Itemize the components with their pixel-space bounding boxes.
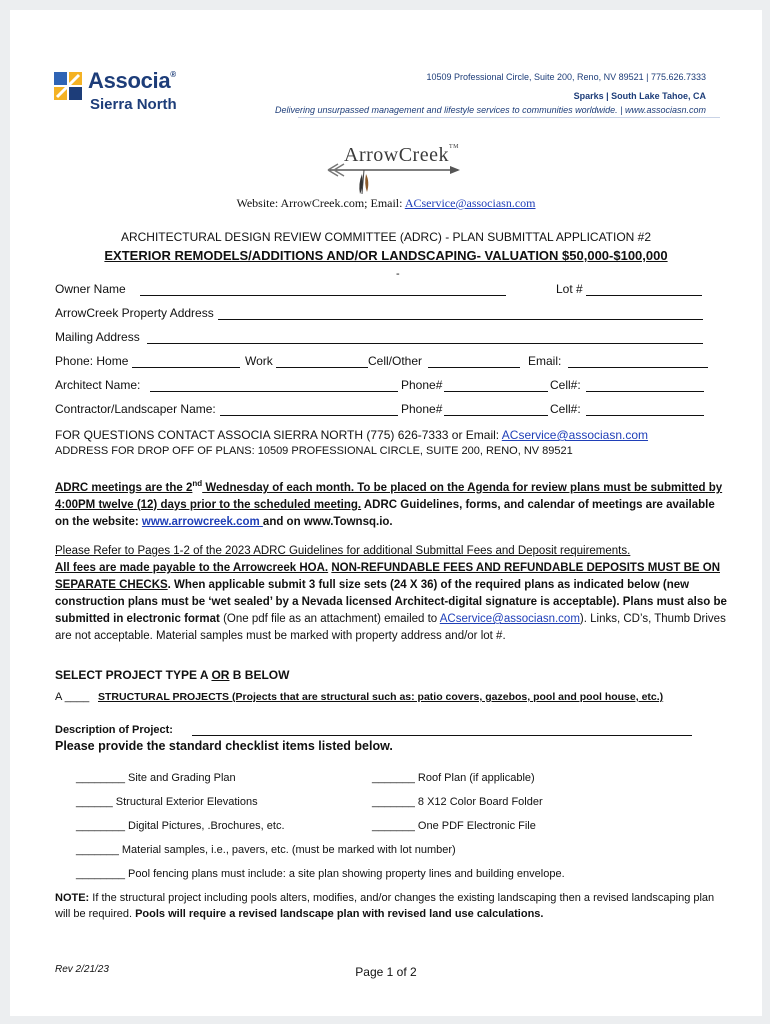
checklist-item[interactable]: ________ Site and Grading Plan [76,772,236,784]
email-field[interactable] [568,355,708,368]
form-title: ARCHITECTURAL DESIGN REVIEW COMMITTEE (ADRC) - PLAN SUBMITTAL APPLICATION #2 [120,230,652,244]
checklist-item[interactable]: ________ Digital Pictures, .Brochures, etc. [76,820,285,832]
contractor-name-label: Contractor/Landscaper Name: [55,402,216,416]
contractor-cell-label: Cell#: [550,402,581,416]
arrowcreek-logo: ArrowCreek™ [344,144,459,166]
fees-paragraph: Please Refer to Pages 1-2 of the 2023 ADRC Guidelines for additional Submittal Fees and Deposit requirements. All fees are made payable to the Arrowcreek HOA. NON-REFUNDABLE FEES AND REFUNDABLE DEPOSITS MUST BE ON SEPARATE CHECKS. When applicable submit 3 full size sets (24 X 36) of the required plans as indicated below (new construction plans must be ‘wet sealed’ by a Nevada licensed Architect-digital signature is acceptable). Plans must also be submitted in electronic format (One pdf file as an attachment) emailed to ACservice@associasn.com). Links, CD’s, Thumb Drives are not acceptable. Material samples must be marked with property address and/or lot #. [55,545,727,642]
property-address-field[interactable] [218,307,703,320]
contractor-cell-field[interactable] [586,403,704,416]
header-divider [298,117,720,118]
brand-region: Sierra North [90,96,177,113]
website-line: Website: ArrowCreek.com; Email: ACservice@associasn.com [236,196,536,210]
architect-cell-field[interactable] [586,379,704,392]
checklist-item[interactable]: ______ Structural Exterior Elevations [76,796,258,808]
phone-home-field[interactable] [132,355,240,368]
contractor-phone-field[interactable] [444,403,548,416]
checklist-item[interactable]: _______ Material samples, i.e., pavers, etc. (must be marked with lot number) [76,844,456,856]
contact-email-link[interactable]: ACservice@associasn.com [501,428,649,442]
meetings-paragraph: ADRC meetings are the 2nd Wednesday of each month. To be placed on the Agenda for review plans must be submitted by 4:00PM twelve (12) days prior to the scheduled meeting. ADRC Guidelines, forms, and calendar of meetings are available on the website: www.arrowcreek.com and on www.Townsq.io. [55,479,723,528]
structural-option-blank[interactable]: A ____ [55,691,90,703]
architect-name-label: Architect Name: [55,378,141,392]
form-subtitle: EXTERIOR REMODELS/ADDITIONS AND/OR LANDSCAPING- VALUATION $50,000-$100,000 [104,248,668,263]
work-label: Work [245,354,273,368]
questions-contact: FOR QUESTIONS CONTACT ASSOCIA SIERRA NORTH (775) 626-7333 or Email: ACservice@associasn.com [55,428,649,442]
document-page [10,10,762,1016]
work-field[interactable] [276,355,368,368]
owner-name-field[interactable] [140,283,506,296]
lot-field[interactable] [586,283,702,296]
lot-label: Lot # [556,282,583,296]
brand-offices: Sparks | South Lake Tahoe, CA [573,91,706,101]
contractor-phone-label: Phone# [401,402,443,416]
cell-other-label: Cell/Other [368,354,423,368]
select-project-type: SELECT PROJECT TYPE A OR B BELOW [55,668,290,682]
description-label: Description of Project: [55,724,173,736]
brand-address: 10509 Professional Circle, Suite 200, Reno, NV 89521 | 775.626.7333 [426,72,706,82]
checklist-item[interactable]: ________ Pool fencing plans must include: a site plan showing property lines and building envelope. [76,868,565,880]
contractor-name-field[interactable] [220,403,398,416]
checklist-item[interactable]: _______ 8 X12 Color Board Folder [372,796,543,808]
owner-name-label: Owner Name [55,282,126,296]
page-number: Page 1 of 2 [355,965,417,979]
mailing-address-field[interactable] [147,331,703,344]
property-address-label: ArrowCreek Property Address [55,306,214,320]
checklist-item[interactable]: _______ Roof Plan (if applicable) [372,772,535,784]
mailing-address-label: Mailing Address [55,330,140,344]
revision-date: Rev 2/21/23 [55,964,109,975]
dropoff-address: ADDRESS FOR DROP OFF OF PLANS: 10509 PROFESSIONAL CIRCLE, SUITE 200, RENO, NV 89521 [55,445,573,457]
website-email-link[interactable]: ACservice@associasn.com [404,196,536,210]
checklist-item[interactable]: _______ One PDF Electronic File [372,820,536,832]
email-label: Email: [528,354,562,368]
fees-email-link[interactable]: ACservice@associasn.com [439,613,580,625]
cell-other-field[interactable] [428,355,520,368]
phone-home-label: Phone: Home [55,354,129,368]
brand-name: Associa® [88,68,176,93]
architect-phone-label: Phone# [401,378,443,392]
checklist-heading: Please provide the standard checklist items listed below. [55,739,393,753]
structural-projects-title: STRUCTURAL PROJECTS (Projects that are structural such as: patio covers, gazebos, pool and pool house, etc.) [98,691,664,703]
architect-phone-field[interactable] [444,379,548,392]
title-dash: - [396,268,400,280]
arrowcreek-website-link[interactable]: www.arrowcreek.com [141,515,263,528]
brand-tagline: Delivering unsurpassed management and lifestyle services to communities worldwide. | www.associasn.com [274,105,706,115]
note-paragraph: NOTE: If the structural project including pools alters, modifies, and/or changes the existing landscaping then a revised landscaping plan will be required. Pools will require a revised landscape plan with revised land use calculations. [55,892,715,920]
description-field[interactable] [192,723,692,736]
architect-cell-label: Cell#: [550,378,581,392]
architect-name-field[interactable] [150,379,398,392]
associa-logo-icon [54,72,82,100]
